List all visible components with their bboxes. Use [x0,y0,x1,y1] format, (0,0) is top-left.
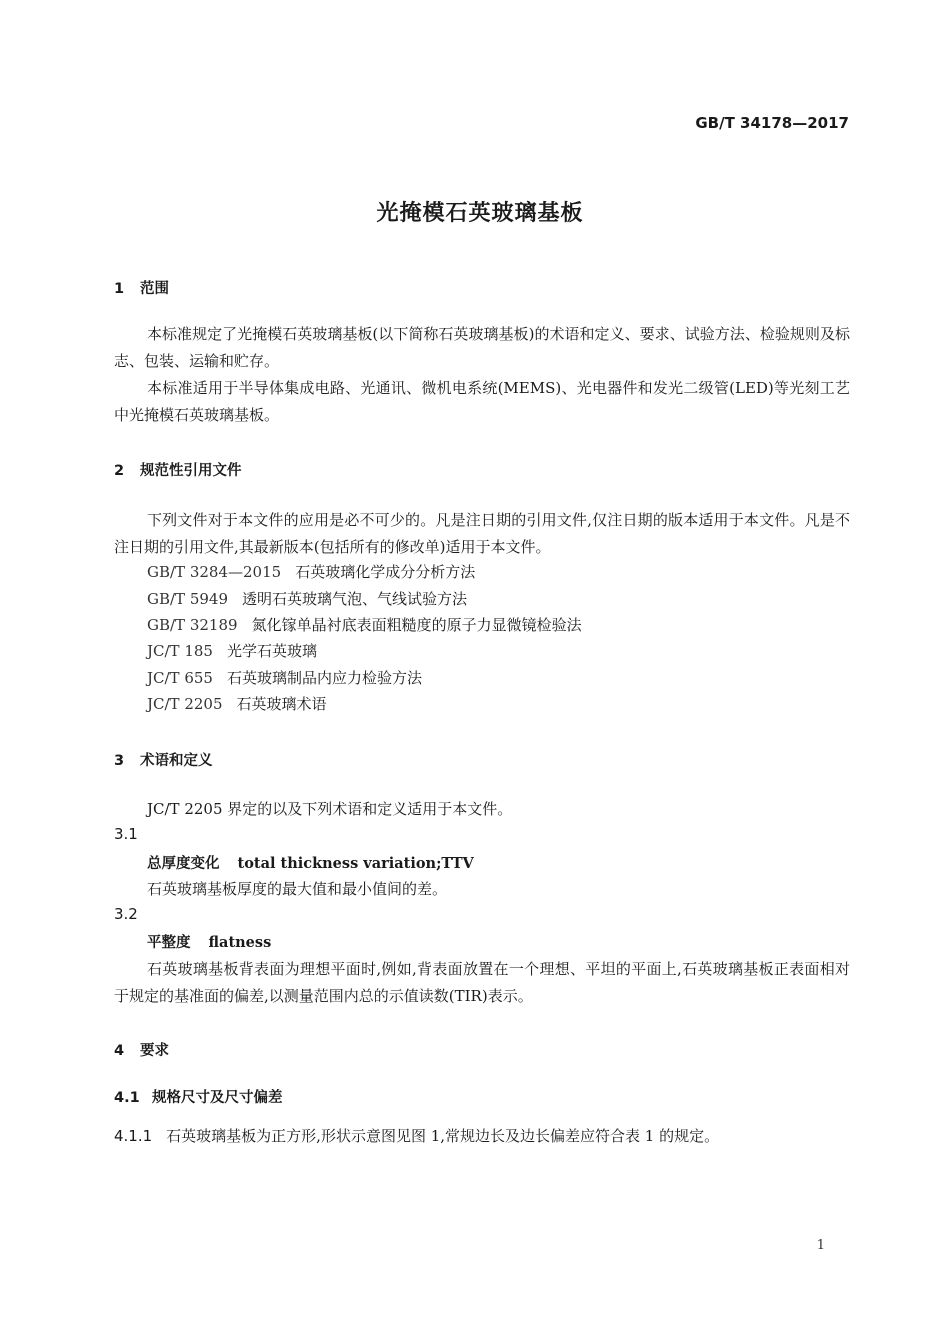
reference-item [147,614,582,635]
section-title: 术语和定义 [140,753,213,769]
subsection-heading [114,1086,283,1107]
reference-item [147,667,422,688]
clause-text: 石英玻璃基板为正方形,形状示意图见图 1,常规边长及边长偏差应符合表 1 的规定。 [166,1127,720,1145]
reference-title: 光学石英玻璃 [226,642,317,660]
reference-code: JC/T 2205 [147,695,223,713]
reference-code: GB/T 3284—2015 [147,563,282,581]
reference-code: GB/T 5949 [147,590,229,608]
term-number: 3.2 [114,905,138,923]
reference-item [147,588,467,609]
reference-title: 透明石英玻璃气泡、气线试验方法 [242,590,468,608]
term-number: 3.1 [114,825,138,843]
reference-title: 石英玻璃术语 [236,695,327,713]
paragraph: JC/T 2205 界定的以及下列术语和定义适用于本文件。 [147,800,513,818]
reference-item [147,640,317,661]
section-number: 4 [114,1043,125,1059]
reference-item [147,561,475,582]
paragraph: 下列文件对于本文件的应用是必不可少的。凡是注日期的引用文件,仅注日期的版本适用于本文件。凡是不注日期的引用文件,其最新版本(包括所有的修改单)适用于本文件。 [114,511,850,556]
document-title: 光掩模石英玻璃基板 [376,201,584,226]
section-4-heading [114,1039,169,1060]
clause [114,1125,719,1146]
term-english: flatness [208,934,272,951]
section-number: 3 [114,753,125,769]
term-chinese: 平整度 [147,935,191,951]
term-definition: 石英玻璃基板厚度的最大值和最小值间的差。 [147,880,448,898]
reference-title: 氮化镓单晶衬底表面粗糙度的原子力显微镜检验法 [251,616,582,634]
standard-code: GB/T 34178—2017 [695,114,849,132]
section-1-heading [114,277,169,298]
reference-title: 石英玻璃制品内应力检验方法 [226,669,422,687]
reference-code: JC/T 185 [147,642,213,660]
subsection-number: 4.1 [114,1090,140,1106]
section-title: 要求 [140,1043,169,1059]
section-number: 2 [114,463,125,479]
reference-code: JC/T 655 [147,669,213,687]
paragraph: 本标准适用于半导体集成电路、光通讯、微机电系统(MEMS)、光电器件和发光二级管(LED)等光刻工艺中光掩模石英玻璃基板。 [114,379,850,424]
section-number: 1 [114,281,125,297]
section-3-heading [114,749,213,770]
reference-item [147,693,327,714]
clause-number: 4.1.1 [114,1127,153,1145]
section-2-heading [114,459,242,480]
term-chinese: 总厚度变化 [147,856,220,872]
paragraph: 本标准规定了光掩模石英玻璃基板(以下简称石英玻璃基板)的术语和定义、要求、试验方法、检验规则及标志、包装、运输和贮存。 [114,325,850,370]
reference-code: GB/T 32189 [147,616,238,634]
section-title: 范围 [140,281,169,297]
term-definition: 石英玻璃基板背表面为理想平面时,例如,背表面放置在一个理想、平坦的平面上,石英玻璃基板正表面相对于规定的基准面的偏差,以测量范围内总的示值读数(TIR)表示。 [114,960,850,1005]
reference-title: 石英玻璃化学成分分析方法 [295,563,476,581]
section-title: 规范性引用文件 [140,463,242,479]
term-heading [147,852,474,873]
term-english: total thickness variation;TTV [237,855,474,872]
term-heading [147,931,271,952]
subsection-title: 规格尺寸及尺寸偏差 [152,1090,283,1106]
page-number: 1 [816,1238,825,1253]
